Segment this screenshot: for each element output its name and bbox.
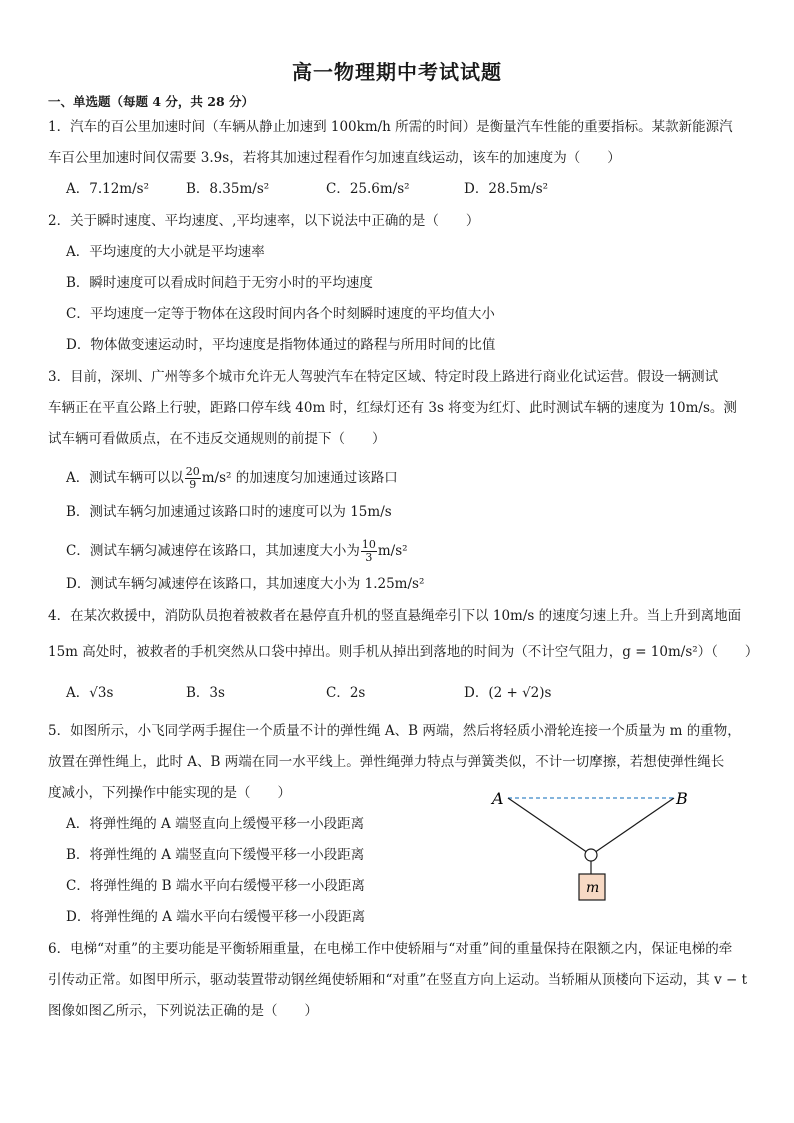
q5-option-b: B．将弹性绳的 A 端竖直向下缓慢平移一小段距离 [66,847,365,863]
q5-stem-line-1: 5．如图所示，小飞同学两手握住一个质量不计的弹性绳 A、B 两端，然后将轻质小滑轮连接一个质量为 m 的重物， [48,723,741,739]
q5-stem-line-3: 度减小，下列操作中能实现的是（ ） [48,785,291,801]
q1-stem-line-1: 1．汽车的百公里加速时间（车辆从静止加速到 100km/h 所需的时间）是衡量汽车性能的重要指标。某款新能源汽 [48,119,733,135]
q3-option-d: D．测试车辆匀减速停在该路口，其加速度大小为 1.25m/s² [66,576,425,592]
page-title: 高一物理期中考试试题 [292,60,502,84]
q6-stem-line-1: 6．电梯“对重”的主要功能是平衡轿厢重量，在电梯工作中使轿厢与“对重”间的重量保持在限额之内，保证电梯的牵 [48,941,733,957]
q2-option-c: C．平均速度一定等于物体在这段时间内各个时刻瞬时速度的平均值大小 [66,306,495,322]
q4-option-b: B．3s [186,685,225,701]
q3-stem-line-1: 3．目前，深圳、广州等多个城市允许无人驾驶汽车在特定区域、特定时段上路进行商业化试运营。假设一辆测试 [48,369,719,385]
fraction: $\frac{20}{9}$ [185,465,200,491]
q6-stem-line-3: 图像如图乙所示，下列说法正确的是（ ） [48,1003,318,1019]
q1-option-d: D．28.5m/s² [464,181,549,197]
q1-option-c: C．25.6m/s² [326,181,410,197]
q2-option-d: D．物体做变速运动时，平均速度是指物体通过的路程与所用时间的比值 [66,337,496,353]
q3-stem-line-2: 车辆正在平直公路上行驶，距路口停车线 40m 时，红绿灯还有 3s 将变为红灯、此时测试车辆的速度为 10m/s。测 [48,400,737,416]
q3-option-b: B．测试车辆匀加速通过该路口时的速度可以为 15m/s [66,504,392,520]
q3-option-a: A．测试车辆可以以 $\frac{20}{9}$ m/s² 的加速度匀加速通过该路口 [66,465,398,491]
q1-stem-line-2: 车百公里加速时间仅需要 3.9s，若将其加速过程看作匀加速直线运动，该车的加速度为（ ） [48,150,621,166]
pulley-icon [585,849,597,861]
elastic-rope-right [591,798,674,855]
q5-option-c: C．将弹性绳的 B 端水平向右缓慢平移一小段距离 [66,878,365,894]
q4-option-c: C．2s [326,685,366,701]
section-heading: 一、单选题（每题 4 分，共 28 分） [48,94,255,109]
label-a: A [492,789,504,808]
q3-stem-line-3: 试车辆可看做质点，在不违反交通规则的前提下（ ） [48,431,386,447]
q2-stem: 2．关于瞬时速度、平均速度、,平均速率，以下说法中正确的是（ ） [48,213,480,229]
fraction: $\frac{10}{3}$ [361,538,376,564]
elastic-rope-left [508,798,591,855]
q4-stem-line-1: 4．在某次救援中，消防队员抱着被救者在悬停直升机的竖直悬绳牵引下以 10m/s 的速度匀速上升。当上升到离地面 [48,608,742,624]
q3-option-c: C．测试车辆匀减速停在该路口，其加速度大小为 $\frac{10}{3}$ m/s² [66,538,408,564]
label-m: m [586,880,600,896]
q5-option-a: A．将弹性绳的 A 端竖直向上缓慢平移一小段距离 [66,816,365,832]
q5-option-d: D．将弹性绳的 A 端水平向右缓慢平移一小段距离 [66,909,366,925]
q4-option-d: D．(2 + √2)s [464,685,552,701]
q2-option-a: A．平均速度的大小就是平均速率 [66,244,265,260]
q4-stem-line-2: 15m 高处时，被救者的手机突然从口袋中掉出。则手机从掉出到落地的时间为（不计空气阻力，g = 10m/s²）（ ） [48,644,759,660]
q1-option-a: A．7.12m/s² [66,181,149,197]
q1-option-b: B．8.35m/s² [186,181,270,197]
q6-stem-line-2: 引传动正常。如图甲所示，驱动装置带动钢丝绳使轿厢和“对重”在竖直方向上运动。当轿厢从顶楼向下运动，其 v − t [48,972,748,988]
q2-option-b: B．瞬时速度可以看成时间趋于无穷小时的平均速度 [66,275,373,291]
q5-stem-line-2: 放置在弹性绳上，此时 A、B 两端在同一水平线上。弹性绳弹力特点与弹簧类似，不计一切摩擦，若想使弹性绳长 [48,754,725,770]
q5-figure [486,784,696,910]
label-b: B [676,789,688,808]
q4-option-a: A．√3s [66,685,114,701]
